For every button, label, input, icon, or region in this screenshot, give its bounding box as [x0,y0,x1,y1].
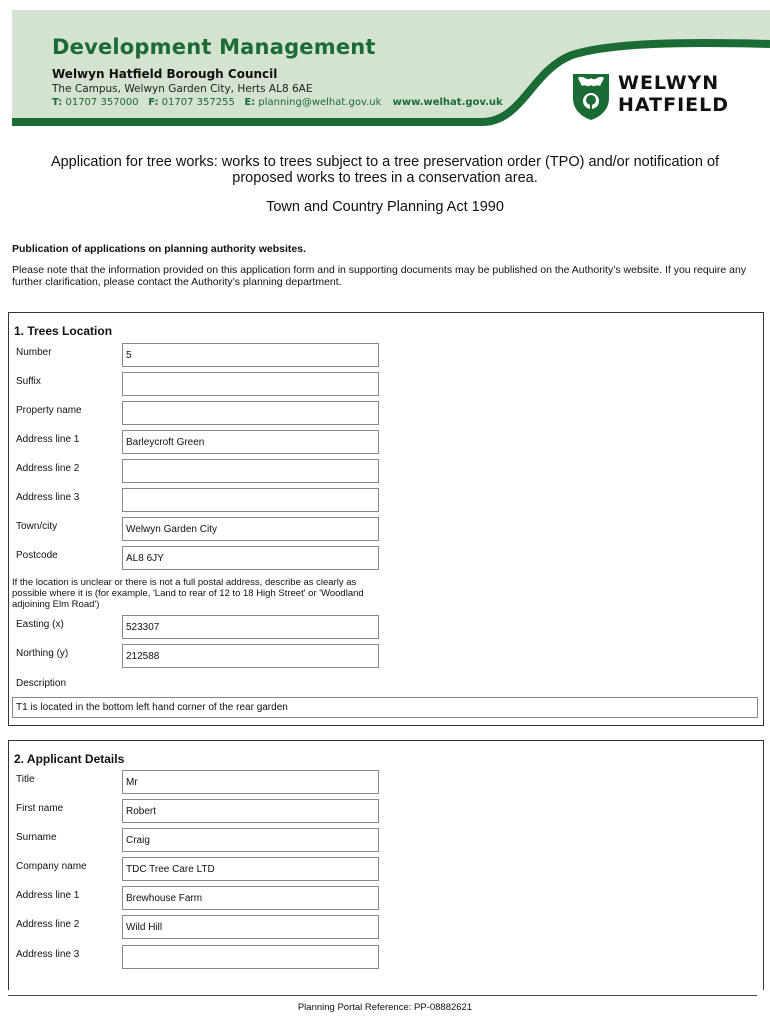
company-name-field[interactable]: TDC Tree Care LTD [122,857,379,881]
field-label-easting: Easting (x) [16,619,64,630]
property-name-field[interactable] [122,401,379,425]
northing-field[interactable]: 212588 [122,644,379,668]
logo-line2: HATFIELD [618,94,729,116]
council-name: Welwyn Hatfield Borough Council [52,67,278,81]
footer-divider [8,995,757,996]
address-line-3-field[interactable] [122,488,379,512]
council-crest-icon [570,72,612,122]
suffix-field[interactable] [122,372,379,396]
field-label-northing: Northing (y) [16,648,69,659]
field-label-town-city: Town/city [16,521,58,532]
email-address[interactable]: planning@welhat.gov.uk [258,97,382,108]
postcode-field[interactable]: AL8 6JY [122,546,379,570]
email-label: E: [244,97,256,108]
council-address: The Campus, Welwyn Garden City, Herts AL8 6AE [52,83,313,95]
address-line-1-field[interactable]: Barleycroft Green [122,430,379,454]
website-link[interactable]: www.welhat.gov.uk [392,97,503,108]
field-label-address-line-2: Address line 2 [16,463,80,474]
publication-heading: Publication of applications on planning authority websites. [12,243,307,255]
description-field[interactable]: T1 is located in the bottom left hand corner of the rear garden [12,697,758,718]
surname-field[interactable]: Craig [122,828,379,852]
first-name-field[interactable]: Robert [122,799,379,823]
field-label-number: Number [16,347,52,358]
field-label-title: Title [16,774,35,785]
publication-text: Please note that the information provided on this application form and in supporting documents may be published on the Authority’s website. If you require any further clarification, please contact the Authority’s planning department. [12,264,747,288]
field-label-suffix: Suffix [16,376,41,387]
contact-line [52,97,503,108]
section-title-trees-location: 1. Trees Location [14,324,113,338]
act-title: Town and Country Planning Act 1990 [266,199,504,215]
header-title: Development Management [52,35,376,59]
fax-number: 01707 357255 [161,97,235,108]
address-line-2-field[interactable] [122,459,379,483]
field-label-applicant-address-line-1: Address line 1 [16,890,80,901]
field-label-property-name: Property name [16,405,82,416]
field-label-company-name: Company name [16,861,87,872]
location-note: If the location is unclear or there is not a full postal address, describe as clearly as possible where it is (for example, 'Land to rear of 12 to 18 High Street' or 'Woodland adjoining Elm Road') [12,577,364,610]
town-city-field[interactable]: Welwyn Garden City [122,517,379,541]
form-title: Application for tree works: works to trees subject to a tree preservation order (TPO) and/or notification of proposed works to trees in a conservation area. [50,154,720,186]
logo-line1: WELWYN [618,72,720,94]
field-label-address-line-3: Address line 3 [16,492,80,503]
section-title-applicant-details: 2. Applicant Details [14,752,125,766]
easting-field[interactable]: 523307 [122,615,379,639]
tel-label: T: [52,97,63,108]
applicant-address-line-2-field[interactable]: Wild Hill [122,915,379,939]
tel-number: 01707 357000 [65,97,139,108]
field-label-postcode: Postcode [16,550,58,561]
field-label-address-line-1: Address line 1 [16,434,80,445]
applicant-address-line-1-field[interactable]: Brewhouse Farm [122,886,379,910]
fax-label: F: [148,97,159,108]
field-label-description: Description [16,678,67,689]
field-label-first-name: First name [16,803,64,814]
field-label-applicant-address-line-3: Address line 3 [16,949,80,960]
footer-reference: Planning Portal Reference: PP-08882621 [297,1002,473,1013]
number-field[interactable]: 5 [122,343,379,367]
field-label-surname: Surname [16,832,57,843]
field-label-applicant-address-line-2: Address line 2 [16,919,80,930]
title-field[interactable]: Mr [122,770,379,794]
applicant-address-line-3-field[interactable] [122,945,379,969]
